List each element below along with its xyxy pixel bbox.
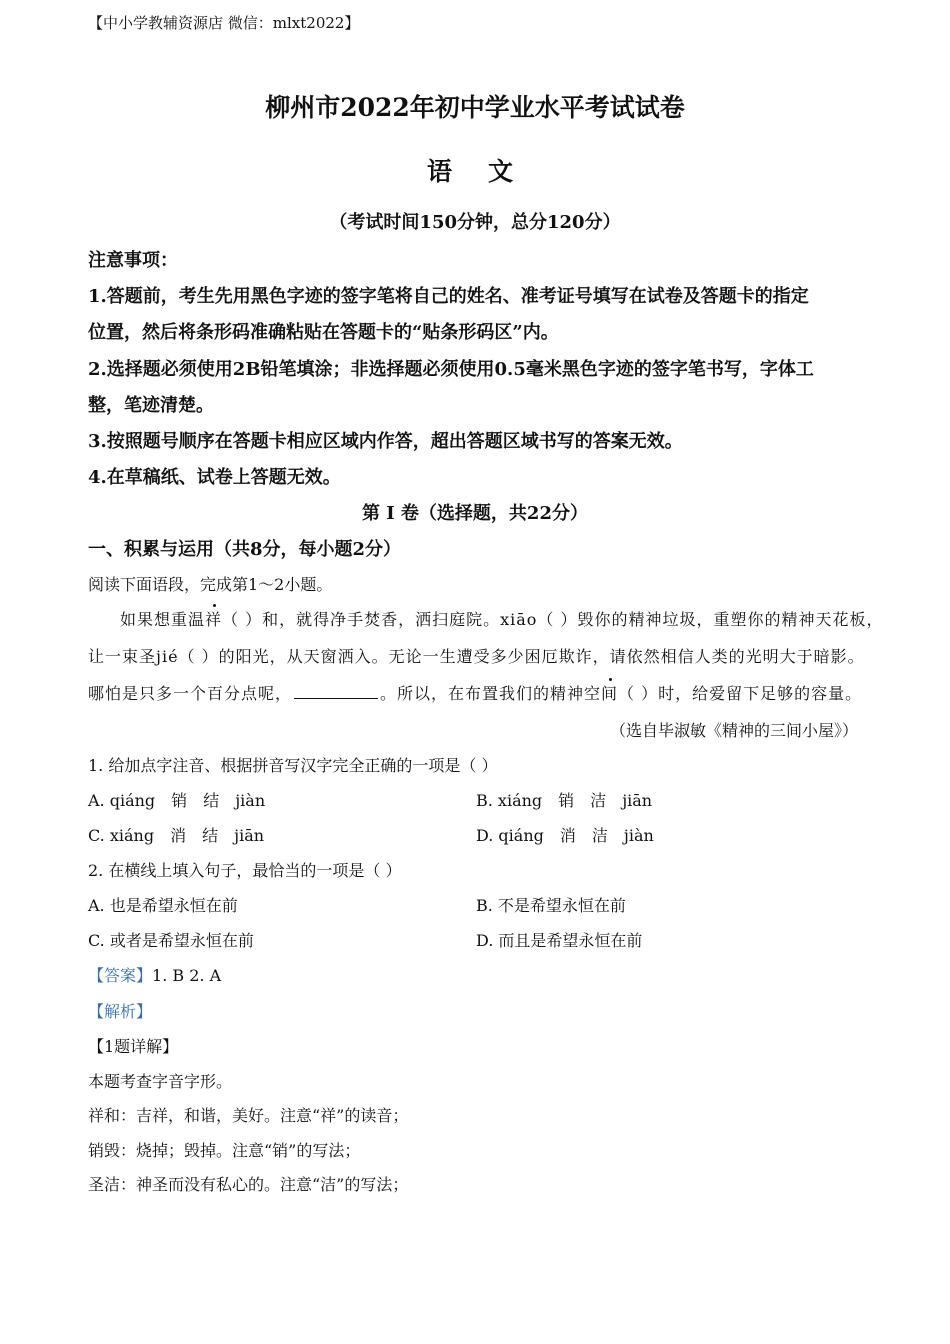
passage-text: 。所以，在布置我们的精神空: [380, 684, 602, 703]
page-title: 柳州市2022年初中学业水平考试试卷: [265, 93, 685, 122]
q1-option-d: [476, 823, 654, 846]
option-text: jiàn: [235, 791, 266, 810]
option-text: 消: [170, 826, 187, 845]
passage-text: （ ）时，给爱留下足够的容量。: [618, 684, 863, 703]
passage-line-3: [88, 681, 862, 704]
note-2-line-2: 整，笔迹清楚。: [88, 395, 214, 416]
detail-line: 本题考查字音字形。: [88, 1072, 233, 1091]
passage-text: （ ）和，就得净手焚香，洒扫庭院。xiāo（ ）毁你的精神垃圾，重塑你的精神天花板，: [222, 610, 884, 629]
option-text: jiān: [622, 791, 653, 810]
question-2-stem: 2. 在横线上填入句子，最恰当的一项是（ ）: [88, 861, 402, 880]
option-text: 洁: [590, 791, 607, 810]
option-text: C. xiáng: [88, 826, 155, 845]
watermark-header: 【中小学教辅资源店 微信：mlxt2022】: [88, 14, 360, 32]
detail-line: 祥和：吉祥，和谐，美好。注意“祥”的读音；: [88, 1106, 409, 1125]
fill-blank-line: [294, 684, 378, 699]
option-text: A. qiáng: [88, 791, 156, 810]
q1-option-c: [88, 823, 264, 846]
option-text: jiàn: [623, 826, 654, 845]
note-2-line-1: 2.选择题必须使用2B铅笔填涂；非选择题必须使用0.5毫米黑色字迹的签字笔书写，字体工: [88, 359, 814, 380]
section-1-heading: 一、积累与运用（共8分，每小题2分）: [88, 539, 402, 560]
detail-heading: 【1题详解】: [88, 1037, 179, 1056]
notes-heading: 注意事项：: [88, 250, 178, 271]
option-text: 销: [558, 791, 575, 810]
exam-time: （考试时间150分钟，总分120分）: [329, 212, 621, 233]
option-text: 结: [202, 826, 219, 845]
q1-option-a: [88, 788, 265, 811]
option-text: jiān: [234, 826, 265, 845]
part-1-heading: 第 Ⅰ 卷（选择题，共22分）: [361, 503, 588, 524]
subject-char-2: 文: [488, 157, 524, 186]
subject-title: [0, 152, 950, 188]
q2-option-d: D. 而且是希望永恒在前: [476, 931, 643, 950]
option-text: 销: [171, 791, 188, 810]
dotted-char: 间: [601, 681, 618, 704]
detail-line: 销毁：烧掉；毁掉。注意“销”的写法；: [88, 1141, 361, 1160]
answer-text: 1. B 2. A: [152, 966, 222, 985]
answer-line: [88, 963, 221, 986]
analysis-label: 【解析】: [88, 1002, 153, 1021]
passage-line-2: 让一束圣jié（ ）的阳光，从天窗洒入。无论一生遭受多少困厄欺诈，请依然相信人类的光明大于暗影。: [88, 647, 865, 666]
subject-char-1: 语: [426, 157, 462, 186]
q1-option-b: [476, 788, 652, 811]
option-text: 消: [559, 826, 576, 845]
reading-instruction: 阅读下面语段，完成第1～2小题。: [88, 575, 333, 594]
note-1-line-2: 位置，然后将条形码准确粘贴在答题卡的“贴条形码区”内。: [88, 322, 559, 343]
answer-label: 【答案】: [88, 966, 153, 985]
question-1-stem: 1. 给加点字注音、根据拼音写汉字完全正确的一项是（ ）: [88, 756, 498, 775]
dotted-char: 祥: [205, 607, 222, 630]
detail-line: 圣洁：神圣而没有私心的。注意“洁”的写法；: [88, 1175, 409, 1194]
option-text: B. xiáng: [476, 791, 543, 810]
option-text: 结: [203, 791, 220, 810]
option-text: 洁: [591, 826, 608, 845]
note-3: 3.按照题号顺序在答题卡相应区域内作答，超出答题区域书写的答案无效。: [88, 431, 683, 452]
option-text: D. qiáng: [476, 826, 544, 845]
passage-source: （选自毕淑敏《精神的三间小屋》）: [609, 721, 858, 740]
note-4: 4.在草稿纸、试卷上答题无效。: [88, 467, 341, 488]
passage-line-1: [120, 607, 884, 630]
note-1-line-1: 1.答题前，考生先用黑色字迹的签字笔将自己的姓名、准考证号填写在试卷及答题卡的指定: [88, 286, 809, 307]
q2-option-c: C. 或者是希望永恒在前: [88, 931, 254, 950]
passage-text: 哪怕是只多一个百分点呢，: [88, 684, 293, 703]
q2-option-a: A. 也是希望永恒在前: [88, 896, 238, 915]
q2-option-b: B. 不是希望永恒在前: [476, 896, 626, 915]
passage-text: 如果想重温: [120, 610, 206, 629]
